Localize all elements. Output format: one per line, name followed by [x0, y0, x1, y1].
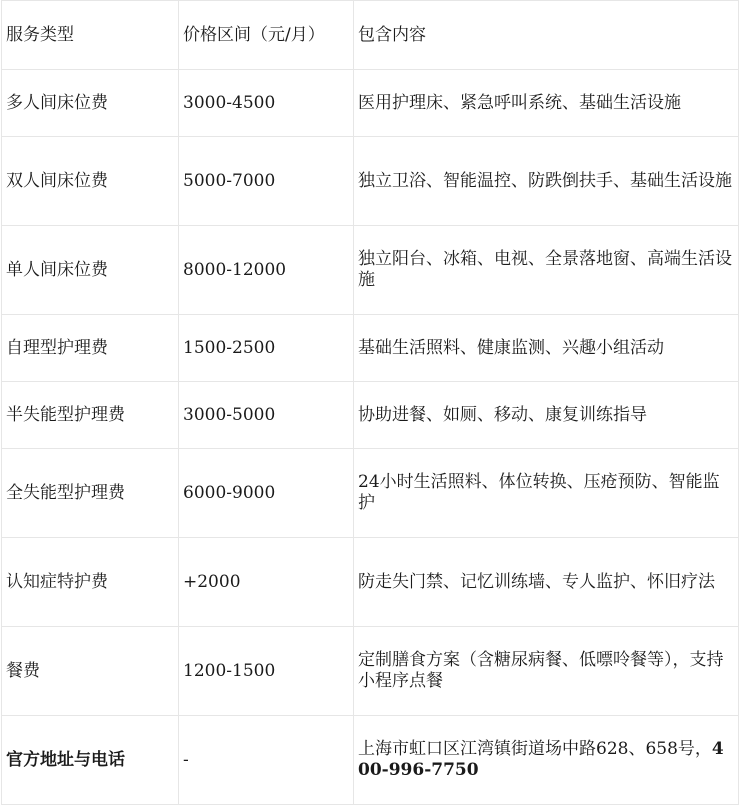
table-row — [2, 538, 739, 627]
cell-service-type: 双人间床位费 — [2, 137, 179, 226]
cell-price: 3000-5000 — [179, 382, 354, 449]
cell-price: 1200-1500 — [179, 627, 354, 716]
cell-contents: 协助进餐、如厕、移动、康复训练指导 — [354, 382, 739, 449]
header-contents: 包含内容 — [354, 1, 739, 70]
header-price-range: 价格区间（元/月） — [179, 1, 354, 70]
address-number: 628、658 — [596, 739, 678, 759]
cell-service-type: 半失能型护理费 — [2, 382, 179, 449]
cell-contents-text: 小时生活照料、体位转换、压疮预防、智能监护 — [358, 472, 720, 513]
table-row — [2, 627, 739, 716]
table-row — [2, 315, 739, 382]
cell-contents: 医用护理床、紧急呼叫系统、基础生活设施 — [354, 70, 739, 137]
cell-service-type: 认知症特护费 — [2, 538, 179, 627]
cell-contents: 定制膳食方案（含糖尿病餐、低嘌呤餐等），支持小程序点餐 — [354, 627, 739, 716]
cell-service-type: 餐费 — [2, 627, 179, 716]
cell-service-type: 全失能型护理费 — [2, 449, 179, 538]
cell-price: 3000-4500 — [179, 70, 354, 137]
cell-price: 6000-9000 — [179, 449, 354, 538]
cell-contents-number: 24 — [358, 472, 380, 492]
cell-price: 8000-12000 — [179, 226, 354, 315]
table-header-row — [2, 1, 739, 70]
price-table — [1, 0, 739, 805]
cell-contents: 防走失门禁、记忆训练墙、专人监护、怀旧疗法 — [354, 538, 739, 627]
cell-contents: 基础生活照料、健康监测、兴趣小组活动 — [354, 315, 739, 382]
address-suffix: 号， — [677, 739, 712, 759]
table-row — [2, 70, 739, 137]
cell-price: 5000-7000 — [179, 137, 354, 226]
cell-price: +2000 — [179, 538, 354, 627]
address-text: 上海市虹口区江湾镇街道场中路 — [358, 739, 596, 759]
cell-service-type: 自理型护理费 — [2, 315, 179, 382]
header-service-type: 服务类型 — [2, 1, 179, 70]
table-row — [2, 137, 739, 226]
cell-price: 1500-2500 — [179, 315, 354, 382]
contact-row — [2, 716, 739, 805]
cell-contact-label: 官方地址与电话 — [2, 716, 179, 805]
cell-contact-info — [354, 716, 739, 805]
cell-contents: 独立卫浴、智能温控、防跌倒扶手、基础生活设施 — [354, 137, 739, 226]
cell-contents: 独立阳台、冰箱、电视、全景落地窗、高端生活设施 — [354, 226, 739, 315]
cell-contents — [354, 449, 739, 538]
table-row — [2, 449, 739, 538]
cell-service-type: 单人间床位费 — [2, 226, 179, 315]
phone-number: 400-996-7750 — [358, 739, 724, 780]
cell-contact-price: - — [179, 716, 354, 805]
table-row — [2, 382, 739, 449]
cell-service-type: 多人间床位费 — [2, 70, 179, 137]
table-row — [2, 226, 739, 315]
